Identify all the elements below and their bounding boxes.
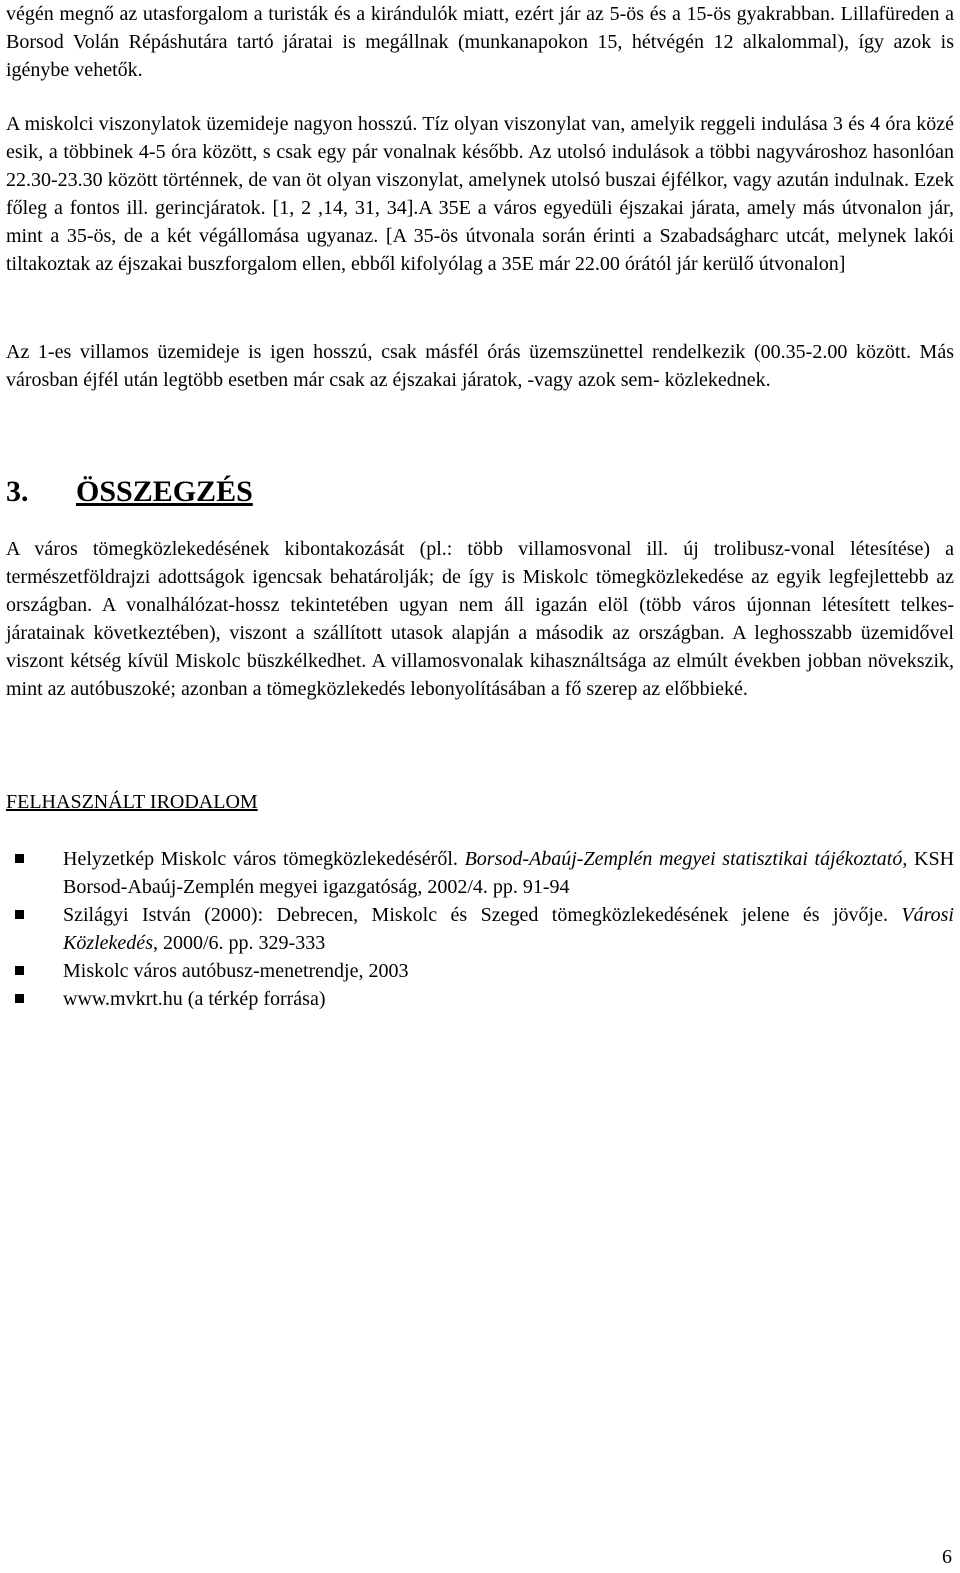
section-number: 3.: [6, 475, 29, 508]
reference-item: [6, 901, 954, 957]
references-list: [6, 845, 954, 1013]
reference-item: [6, 985, 954, 1013]
reference-text: Miskolc város autóbusz-menetrendje, 2003: [63, 960, 409, 982]
reference-details: , KSH Borsod-Abaúj-Zemplén megyei igazgatóság, 2002/4. pp. 91-94: [63, 848, 955, 898]
square-bullet-icon: [15, 994, 24, 1003]
reference-text: www.mvkrt.hu (a térkép forrása): [63, 988, 326, 1010]
miskolc-schedule-paragraph: A miskolci viszonylatok üzemideje nagyon hosszú. Tíz olyan viszonylat van, amelyik reggeli indulása 3 és 4 óra közé esik, a többinek 4-5 óra között, s csak egy pár vonalnak később. Az utolsó indulások a többi nagyvároshoz hasonlóan 22.30-23.30 között történnek, de van öt olyan viszonylat, amelynek utolsó buszai éjfélkor, vagy azután indulnak. Ezek főleg a fontos ill. gerincjáratok. [1, 2 ,14, 31, 34].A 35E a város egyedüli éjszakai járata, amely más útvonalon jár, mint a 35-ös, de a két végállomása ugyanaz. [A 35-ös útvonala során érinti a Szabadságharc utcát, melynek lakói tiltakoztak az éjszakai buszforgalom ellen, ebből kifolyólag a 35E már 22.00 órától jár kerülő útvonalon]: [6, 113, 954, 275]
reference-source: Városi Közlekedés: [63, 904, 954, 954]
page-number: 6: [942, 1546, 952, 1568]
square-bullet-icon: [15, 910, 24, 919]
section-title: ÖSSZEGZÉS: [76, 475, 253, 508]
tram-schedule-paragraph: Az 1-es villamos üzemideje is igen hosszú, csak másfél órás üzemszünettel rendelkezik (00.35-2.00 között. Más városban éjfél után legtöbb esetben már csak az éjszakai járatok, -vagy azok sem- közlekednek.: [6, 341, 954, 391]
references-heading: FELHASZNÁLT IRODALOM: [6, 791, 258, 813]
square-bullet-icon: [15, 854, 24, 863]
reference-details: , 2000/6. pp. 329-333: [152, 932, 326, 954]
intro-paragraph: végén megnő az utasforgalom a turisták és a kirándulók miatt, ezért jár az 5-ös és a 15-ös gyakrabban. Lillafüreden a Borsod Volán Répáshutára tartó járatai is megállnak (munkanapokon 15, hétvégén 12 alkalommal), így azok is igénybe vehetők.: [6, 3, 954, 81]
reference-item: [6, 845, 954, 901]
reference-source: Borsod-Abaúj-Zemplén megyei statisztikai tájékoztató: [464, 848, 903, 870]
reference-text: Szilágyi István (2000): Debrecen, Miskolc és Szeged tömegközlekedésének jelene és jövője.: [63, 904, 902, 926]
summary-paragraph: A város tömegközlekedésének kibontakozását (pl.: több villamosvonal ill. új trolibusz-vonal létesítése) a természetföldrajzi adottságok igencsak behatárolják; de így is Miskolc tömegközlekedése az egyik legfejlettebb az országban. A vonalhálózat-hossz tekintetében ugyan nem áll igazán elöl (több város újonnan létesített telkes-járatainak következtében), viszont a szállított utasok alapján a második az országban. A leghosszabb üzemidővel viszont kétség kívül Miskolc büszkélkedhet. A villamosvonalak kihasználtsága az elmúlt években jobban növekszik, mint az autóbuszoké; azonban a tömegközlekedés lebonyolításában a fő szerep az előbbieké.: [6, 538, 954, 700]
square-bullet-icon: [15, 966, 24, 975]
reference-text: Helyzetkép Miskolc város tömegközlekedéséről.: [63, 848, 465, 870]
section-heading-summary: [6, 475, 253, 508]
reference-item: [6, 957, 954, 985]
